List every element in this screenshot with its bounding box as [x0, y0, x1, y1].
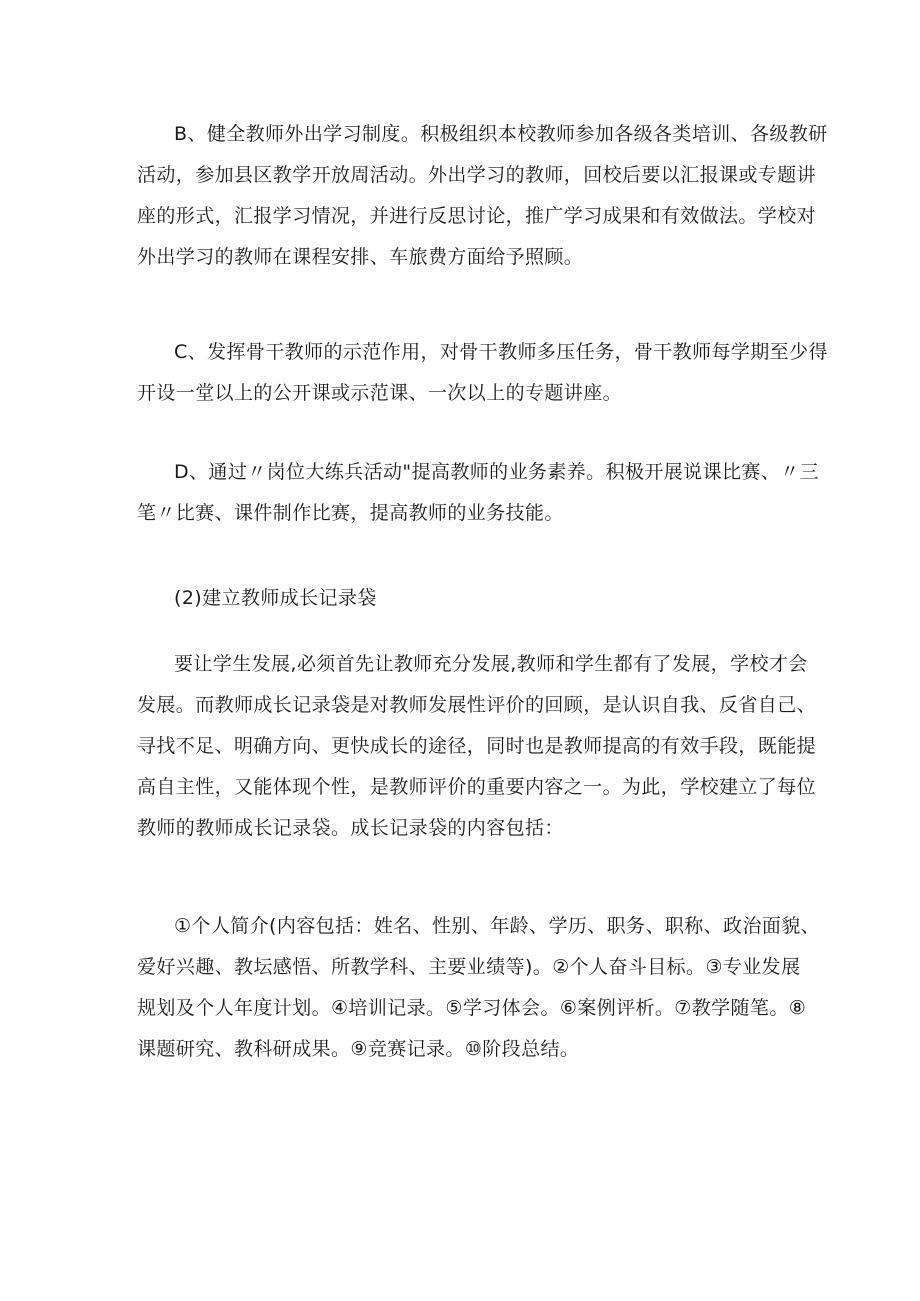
- text-line: 课题研究、教科研成果。⑨竞赛记录。⑩阶段总结。: [137, 1038, 580, 1060]
- paragraph-record-contents: [137, 906, 821, 1070]
- paragraph-b: [137, 114, 828, 278]
- text-line: 活动，参加县区教学开放周活动。外出学习的教师，回校后要以汇报课或专题讲: [137, 164, 817, 186]
- text-line: ①个人简介(内容包括：姓名、性别、年龄、学历、职务、职称、政治面貌、: [174, 915, 821, 937]
- text-line: 高自主性，又能体现个性，是教师评价的重要内容之一。为此，学校建立了每位: [137, 776, 817, 798]
- text-line: 寻找不足、明确方向、更快成长的途径，同时也是教师提高的有效手段，既能提: [137, 735, 817, 757]
- text-line: 爱好兴趣、教坛感悟、所教学科、主要业绩等)。②个人奋斗目标。③专业发展: [137, 956, 801, 978]
- text-line: 教师的教师成长记录袋。成长记录袋的内容包括：: [137, 817, 564, 839]
- section-heading: (2)建立教师成长记录袋: [174, 587, 377, 609]
- text-line: 座的形式，汇报学习情况，并进行反思讨论，推广学习成果和有效做法。学校对: [137, 205, 817, 227]
- text-line: C、发挥骨干教师的示范作用，对骨干教师多压任务，骨干教师每学期至少得: [174, 341, 828, 363]
- text-line: 笔〃比赛、课件制作比赛，提高教师的业务技能。: [137, 502, 564, 524]
- paragraph-growth-record: [137, 644, 817, 849]
- text-line: 规划及个人年度计划。④培训记录。⑤学习体会。⑥案例评析。⑦教学随笔。⑧: [137, 997, 807, 1019]
- text-line: D、通过〃岗位大练兵活动"提高教师的业务素养。积极开展说课比赛、〃三: [174, 461, 819, 483]
- text-line: 外出学习的教师在课程安排、车旅费方面给予照顾。: [137, 246, 584, 268]
- paragraph-d: [137, 452, 819, 534]
- text-line: B、健全教师外出学习制度。积极组织本校教师参加各级各类培训、各级教研: [174, 123, 828, 145]
- text-line: 开设一堂以上的公开课或示范课、一次以上的专题讲座。: [137, 382, 623, 404]
- paragraph-c: [137, 332, 828, 414]
- text-line: 要让学生发展,必须首先让教师充分发展,教师和学生都有了发展，学校才会: [174, 653, 808, 675]
- text-line: 发展。而教师成长记录袋是对教师发展性评价的回顾，是认识自我、反省自己、: [137, 694, 817, 716]
